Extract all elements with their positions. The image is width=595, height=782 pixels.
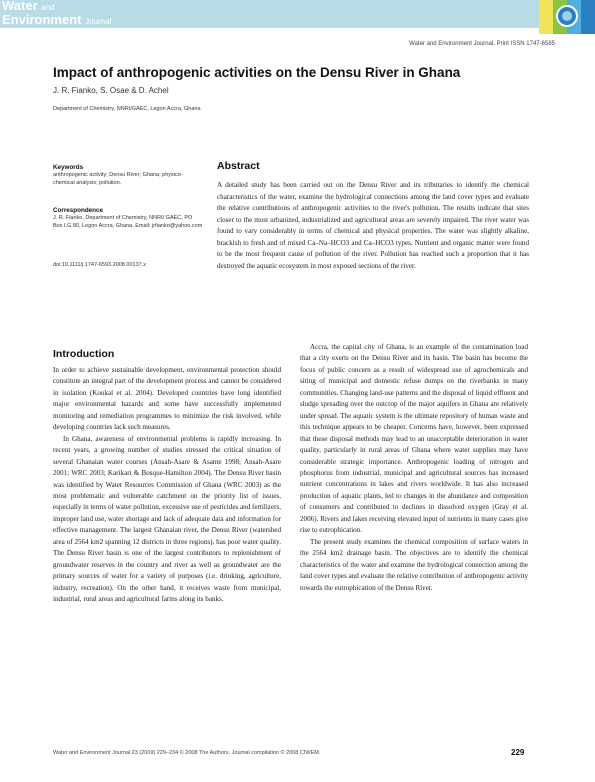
ciwem-globe-icon (556, 5, 578, 27)
intro-paragraph: The present study examines the chemical composition of surface waters in the 2564 km2 drainage basin. The objectives are to identify the chemical characteristics of the water and examine the hydrological connection among the land cover types and evaluate the relative contribution of anthropogenic activity towards the eutrophication of the Densu River. (300, 537, 528, 592)
article-title: Impact of anthropogenic activities on the Densu River in Ghana (53, 65, 461, 80)
logo-word-environment: Environment (2, 12, 82, 27)
journal-issn-line: Water and Environment Journal. Print ISSN 1747-6585 (409, 41, 555, 47)
left-column (53, 365, 281, 606)
intro-paragraph: In order to achieve sustainable development, environmental protection should constitute an integral part of the development process and cannot be considered in isolation (Koukal et al. 2004). Developed countries have long identified major environmental hazards and some have successfully implemented monitoring and remediation programmes to minimize the risk involved, while developing countries lack such measures. (53, 366, 281, 432)
correspondence-text: J. R. Fianko, Department of Chemistry, NNRI/ GAEC, PO Box LG 80, Legon Accra, Ghana. Email: jrfianko@yahoo.com (53, 214, 203, 229)
logo-word-journal: Journal (85, 17, 112, 26)
footer-citation: Water and Environment Journal 23 (2009) 229–234 © 2008 The Authors. Journal compilation © 2008 CIWEM. (53, 750, 321, 756)
journal-logo (2, 0, 111, 28)
stripe-blue (581, 0, 595, 34)
keywords-text: anthropogenic activity; Densu River; Ghana; physico-chemical analysis; pollution. (53, 171, 183, 186)
keywords-heading: Keywords (53, 164, 84, 171)
intro-paragraph: Accra, the capital city of Ghana, is an example of the contamination load that a city exerts on the Densu River and its basin. The basin has become the focus of public concern as a result of widespread use of agrochemicals and siting of municipal and domestic refuse dumps on the riverbanks in many communities. Changing land-use patterns and the disposal of liquid effluent and sludge spreading over the outcrop of the major aquifers in Ghana are relatively under spread. The aquatic system is the ultimate repository of human waste and this technique appears to be cheaper. Concerns have, however, been expressed that these disposal methods may lead to an unacceptable deterioration in water quality, particularly in rural areas of Ghana where water supplies may have considerable strategic importance. Anthropogenic loading of nitrogen and phosphorus from industrial, municipal and agricultural sources has increased nutrient concentrations in lakes and rivers worldwide. It has also increased production of aquatic plants, led to changes in the abundance and composition of consumers and contributed to declines in dissolved oxygen (Gray et al. 2006). Rivers and lakes receiving elevated input of nutrients in many cases give rise to eutrophication. (300, 343, 528, 535)
abstract-text: A detailed study has been carried out on the Densu River and its tributaries to identify the chemical characteristics of the water, examine the hydrological connections among the land cover types and evaluate the relative contributions of anthropogenic activities to the river's pollution. The results indicate that sites closer to the most urbanized, industrialized and agricultural areas are severely impaired. The river water was found to vary considerably in terms of chemical and physical properties. The water was slightly alkaline, brackish to fresh and of mixed Ca–Na–HCO3 and Ca–HCO3 types. Nutrient and organic matter were found to be the most frequent cause of pollution of the river. Pollution has reached such a proportion that it has destroyed the aquatic ecosystem in most exposed sections of the river. (217, 181, 529, 270)
logo-word-and: and (41, 3, 55, 12)
article-affiliation: Department of Chemistry, NNRI/GAEC, Legon Accra, Ghana (53, 106, 201, 112)
stripe-yellow (539, 0, 553, 34)
correspondence-block (53, 207, 203, 230)
page-number: 229 (511, 748, 525, 757)
article-authors: J. R. Fianko, S. Osae & D. Achel (53, 86, 169, 95)
right-column (300, 342, 528, 594)
correspondence-heading: Correspondence (53, 207, 104, 214)
intro-paragraph: In Ghana, awareness of environmental problems is rapidly increasing. In recent years, a growing number of studies stressed the critical situation of several Ghanaian water courses (Ansah-Asare & Asante 1998; Ansah-Asare 2001; WRC 2003; Karikari & Bosque-Hamilton 2004). The Densu River basin was identified by Water Resources Commission of Ghana (WRC 2003) as the most problematic and vulnerable catchment on the priority list of issues, especially in terms of water pollution, excessive use of pesticides and fertilizers, improper land use, water shortage and lack of adequate data and information for effective management. The largest Ghanaian river, the Densu River (watershed area of 2564 km2 spanning 12 districts in three regions), has poor water quality. The Densu River basin is one of the largest contributors to replenishment of groundwater reserves in the country and river as well as groundwater are the primary sources of water for a variety of purposes (i.e. drinking, agriculture, industry, recreation). On the other hand, it receives waste from municipal, industrial, rural areas and agricultural farms along its banks. (53, 434, 281, 604)
introduction-heading: Introduction (53, 348, 115, 360)
logo-word-water: Water (2, 0, 38, 13)
keywords-block (53, 164, 203, 187)
abstract-heading: Abstract (217, 160, 260, 172)
doi-link[interactable]: doi:10.1111/j.1747-6593.2008.00137.x (53, 262, 146, 268)
